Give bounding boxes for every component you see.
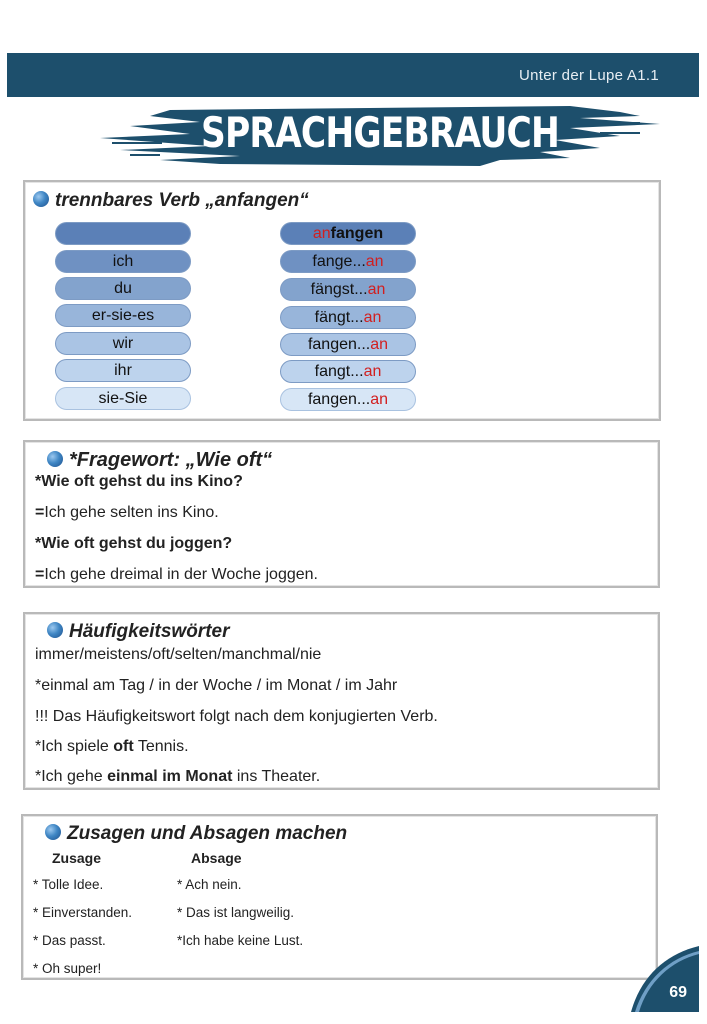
answer-2	[35, 566, 318, 584]
pronoun-pill: ich	[55, 250, 191, 273]
example-bold: oft	[113, 738, 134, 755]
answer-1-text: Ich gehe selten ins Kino.	[44, 504, 219, 521]
bullet-dot-icon	[47, 451, 63, 467]
zusage-item: * Oh super!	[33, 961, 102, 976]
zusage-item: * Einverstanden.	[33, 905, 133, 920]
separable-verb-box	[23, 180, 661, 421]
accept-decline-box	[21, 814, 658, 980]
absage-item: * Das ist langweilig.	[177, 905, 295, 920]
verb-form-stem: fängt...	[314, 309, 364, 326]
pronoun-pill-empty	[55, 222, 191, 245]
page-number-tab	[631, 946, 699, 1012]
verb-form-pill	[280, 250, 416, 273]
verb-header-pill	[280, 222, 416, 245]
verb-form-pill	[280, 360, 416, 383]
bullet-dot-icon	[45, 824, 61, 840]
pronoun-pill: wir	[55, 332, 191, 355]
verb-form-prefix: an	[370, 336, 389, 353]
verb-form-prefix: an	[363, 309, 382, 326]
absage-item: *Ich habe keine Lust.	[177, 933, 304, 948]
example-text: *Ich spiele	[35, 738, 114, 755]
verb-form-prefix: an	[367, 281, 386, 298]
answer-1	[35, 504, 219, 522]
bullet-dot-icon	[33, 191, 49, 207]
example-text: *Ich gehe	[35, 768, 108, 785]
book-subtitle: Unter der Lupe A1.1	[519, 67, 659, 84]
section4-heading-text: Zusagen und Absagen machen	[67, 823, 348, 844]
verb-form-prefix: an	[365, 253, 384, 270]
pronoun-pill: sie-Sie	[55, 387, 191, 410]
example-bold: einmal im Monat	[107, 768, 233, 785]
bullet-dot-icon	[47, 622, 63, 638]
question-2: *Wie oft gehst du joggen?	[35, 535, 233, 552]
question-word-box	[23, 440, 660, 588]
verb-form-stem: fange...	[312, 253, 366, 270]
grammar-rule: !!! Das Häufigkeitswort folgt nach dem konjugierten Verb.	[35, 708, 438, 725]
title-banner	[100, 102, 660, 168]
example-text: Tennis.	[133, 738, 189, 755]
frequency-expressions: *einmal am Tag / in der Woche / im Monat / im Jahr	[35, 677, 398, 694]
zusage-label: Zusage	[52, 850, 102, 866]
zusage-item: * Tolle Idee.	[33, 877, 104, 892]
verb-stem: fangen	[330, 225, 384, 242]
verb-form-pill	[280, 278, 416, 301]
example-2	[35, 768, 320, 786]
page-title: SPRACHGEBRAUCH	[200, 108, 560, 157]
verb-form-pill	[280, 333, 416, 356]
section2-heading	[47, 449, 272, 472]
verb-form-stem: fangt...	[314, 363, 364, 380]
absage-item: * Ach nein.	[177, 877, 242, 892]
answer-2-text: Ich gehe dreimal in der Woche joggen.	[44, 566, 318, 583]
section1-heading-text: trennbares Verb „anfangen“	[55, 190, 309, 211]
pronoun-pill: du	[55, 277, 191, 300]
example-1	[35, 738, 189, 756]
header-band	[7, 53, 699, 97]
verb-form-prefix: an	[370, 391, 389, 408]
section3-heading	[47, 621, 229, 643]
section2-heading-text: *Fragewort: „Wie oft“	[69, 449, 273, 471]
verb-form-prefix: an	[363, 363, 382, 380]
verb-form-pill	[280, 388, 416, 411]
equals-sign: =	[35, 566, 45, 583]
verb-form-pill	[280, 306, 416, 329]
zusage-item: * Das passt.	[33, 933, 106, 948]
verb-form-stem: fangen...	[307, 336, 371, 353]
page-corner-graphic	[631, 946, 699, 1012]
frequency-words-box	[23, 612, 660, 790]
section1-heading	[33, 190, 309, 212]
verb-form-stem: fangen...	[307, 391, 371, 408]
absage-label: Absage	[191, 850, 242, 866]
pronoun-pill: er-sie-es	[55, 304, 191, 327]
pronoun-pill: ihr	[55, 359, 191, 382]
verb-form-stem: fängst...	[310, 281, 368, 298]
frequency-list: immer/meistens/oft/selten/manchmal/nie	[35, 646, 322, 663]
example-text: ins Theater.	[232, 768, 321, 785]
section4-heading	[45, 823, 347, 845]
section3-heading-text: Häufigkeitswörter	[69, 621, 230, 642]
verb-prefix: an	[312, 225, 331, 242]
question-1: *Wie oft gehst du ins Kino?	[35, 473, 243, 490]
page-number: 69	[669, 984, 687, 1001]
equals-sign: =	[35, 504, 45, 521]
